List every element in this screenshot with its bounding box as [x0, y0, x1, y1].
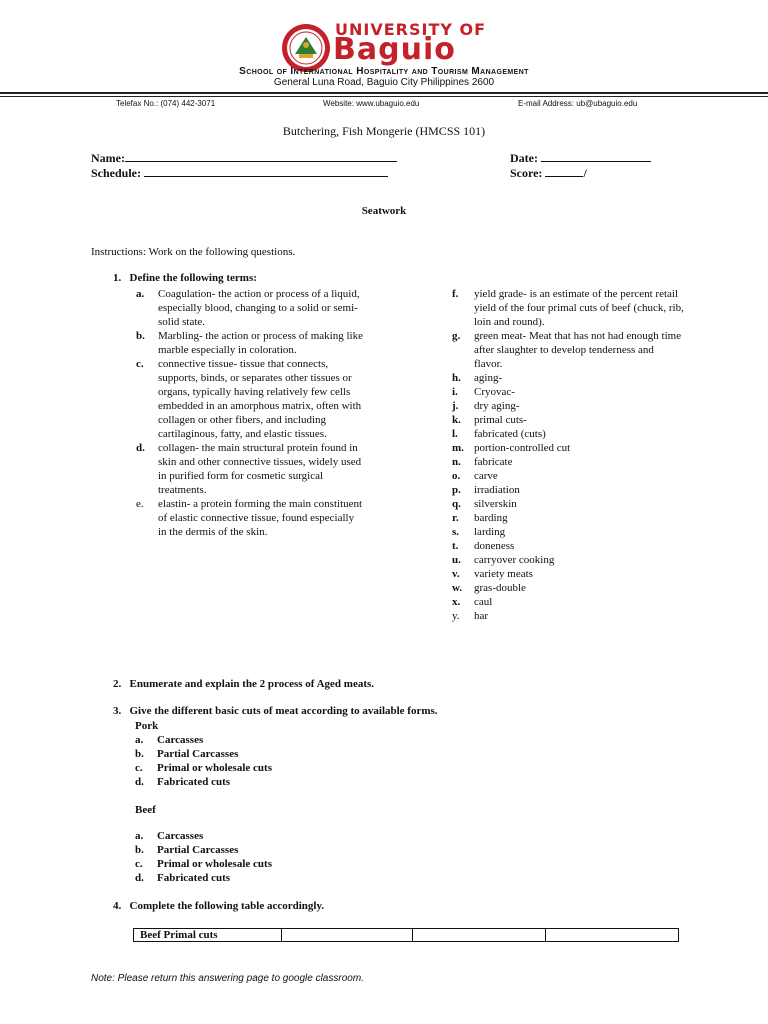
- q1-right-column: [452, 287, 684, 623]
- question-2: [113, 678, 374, 690]
- list-item: [135, 857, 272, 871]
- list-item: [135, 843, 272, 857]
- q1-left-column: [136, 287, 364, 539]
- term-text: barding: [474, 512, 508, 524]
- term-letter: n.: [452, 456, 461, 468]
- footer-note: Note: Please return this answering page to google classroom.: [91, 973, 364, 984]
- list-letter: b.: [135, 844, 144, 856]
- question-1-number: 1.: [113, 272, 122, 284]
- term-item: [452, 455, 684, 469]
- score-blank[interactable]: [545, 166, 583, 177]
- website: Website: www.ubaguio.edu: [323, 99, 420, 108]
- term-item: [452, 595, 684, 609]
- question-2-title: Enumerate and explain the 2 process of Aged meats.: [129, 678, 375, 690]
- term-text: carve: [474, 470, 498, 482]
- term-letter: l.: [452, 428, 458, 440]
- term-letter: k.: [452, 414, 461, 426]
- instructions: Instructions: Work on the following questions.: [91, 246, 296, 258]
- telefax: Telefax No.: (074) 442-3071: [116, 99, 216, 108]
- list-letter: c.: [135, 858, 143, 870]
- list-item: [135, 775, 272, 789]
- list-letter: b.: [135, 748, 144, 760]
- question-3: [113, 705, 438, 717]
- term-item: [452, 483, 684, 497]
- question-1-title: Define the following terms:: [129, 272, 257, 284]
- term-item: [452, 385, 684, 399]
- term-item: [452, 329, 684, 371]
- term-text: collagen- the main structural protein found in skin and other connective tissues, widely used in purified form for cosmetic surgical treatments.: [158, 442, 362, 496]
- name-field: [91, 151, 397, 166]
- term-item: [452, 287, 684, 329]
- list-item: [135, 761, 272, 775]
- question-4-number: 4.: [113, 900, 122, 912]
- table-cell[interactable]: [413, 929, 546, 942]
- term-letter: b.: [136, 330, 145, 342]
- term-item: [136, 441, 364, 497]
- table-cell[interactable]: [546, 929, 679, 942]
- list-letter: c.: [135, 762, 143, 774]
- term-letter: t.: [452, 540, 459, 552]
- term-text: har: [474, 610, 489, 622]
- term-item: [452, 469, 684, 483]
- term-letter: o.: [452, 470, 461, 482]
- term-letter: r.: [452, 512, 459, 524]
- list-text: Partial Carcasses: [157, 844, 239, 856]
- list-text: Fabricated cuts: [157, 872, 231, 884]
- schedule-blank[interactable]: [144, 166, 388, 177]
- term-letter: f.: [452, 288, 459, 300]
- term-item: [136, 329, 364, 357]
- beef-label: Beef: [135, 804, 156, 816]
- course-title: Butchering, Fish Mongerie (HMCSS 101): [282, 124, 486, 138]
- score-suffix: /: [583, 166, 587, 180]
- question-4-title: Complete the following table accordingly.: [129, 900, 325, 912]
- list-letter: a.: [135, 830, 144, 842]
- pork-list: [135, 719, 272, 789]
- term-letter: p.: [452, 484, 461, 496]
- list-item: [135, 871, 272, 885]
- school-name: School of International Hospitality and Tourism Management: [239, 66, 529, 77]
- term-item: [136, 357, 364, 441]
- term-item: [452, 567, 684, 581]
- list-item: [135, 747, 272, 761]
- list-text: Primal or wholesale cuts: [157, 762, 272, 774]
- term-item: [452, 511, 684, 525]
- term-letter: y.: [452, 610, 460, 622]
- question-2-number: 2.: [113, 678, 122, 690]
- term-item: [452, 441, 684, 455]
- term-letter: g.: [452, 330, 461, 342]
- score-label: Score:: [510, 166, 543, 180]
- pork-label: Pork: [135, 720, 159, 732]
- term-text: aging-: [474, 372, 503, 384]
- beef-list: [135, 829, 272, 885]
- term-text: fabricate: [474, 456, 513, 468]
- term-text: gras-double: [474, 582, 526, 594]
- term-letter: w.: [452, 582, 463, 594]
- term-text: dry aging-: [474, 400, 520, 412]
- term-letter: d.: [136, 442, 145, 454]
- table-header-cell: Beef Primal cuts: [134, 929, 282, 942]
- school-address: General Luna Road, Baguio City Philippines 2600: [273, 77, 495, 88]
- score-field: [510, 166, 587, 181]
- term-item: [452, 427, 684, 441]
- table-row: [134, 929, 679, 942]
- list-text: Primal or wholesale cuts: [157, 858, 272, 870]
- term-text: elastin- a protein forming the main constituent of elastic connective tissue, found especially in the dermis of the skin.: [158, 498, 363, 538]
- term-text: primal cuts-: [474, 414, 527, 426]
- term-item: [136, 287, 364, 329]
- term-letter: q.: [452, 498, 461, 510]
- term-letter: v.: [452, 568, 460, 580]
- term-item: [452, 497, 684, 511]
- header-rule: [0, 92, 768, 94]
- name-blank[interactable]: [125, 151, 397, 162]
- term-letter: e.: [136, 498, 144, 510]
- term-text: irradiation: [474, 484, 520, 496]
- term-text: doneness: [474, 540, 515, 552]
- term-text: yield grade- is an estimate of the percent retail yield of the four primal cuts of beef (chuck, rib, loin and round).: [474, 288, 684, 328]
- term-text: Coagulation- the action or process of a liquid, especially blood, changing to a solid or semi-solid state.: [158, 288, 360, 328]
- question-4: [113, 900, 324, 912]
- term-text: carryover cooking: [474, 554, 555, 566]
- logo-baguio: Baguio: [333, 32, 456, 67]
- term-item: [452, 525, 684, 539]
- term-text: Marbling- the action or process of making like marble especially in coloration.: [158, 330, 363, 356]
- term-letter: j.: [452, 400, 459, 412]
- beef-primal-cuts-table: [133, 928, 679, 942]
- term-item: [452, 539, 684, 553]
- term-item: [452, 553, 684, 567]
- term-item: [452, 371, 684, 385]
- term-letter: h.: [452, 372, 461, 384]
- term-text: caul: [474, 596, 493, 608]
- list-text: Carcasses: [157, 830, 204, 842]
- logo-university-of: UNIVERSITY OF: [335, 20, 487, 39]
- term-text: silverskin: [474, 498, 517, 510]
- date-field: [510, 151, 651, 166]
- term-text: Cryovac-: [474, 386, 515, 398]
- term-letter: m.: [452, 442, 464, 454]
- term-item: [452, 609, 684, 623]
- email: E-mail Address: ub@ubaguio.edu: [518, 99, 638, 108]
- term-text: green meat- Meat that has not had enough time after slaughter to develop tenderness and flavor.: [474, 330, 682, 370]
- term-letter: x.: [452, 596, 461, 608]
- seatwork-heading: Seatwork: [361, 205, 407, 217]
- term-item: [452, 581, 684, 595]
- schedule-field: [91, 166, 388, 181]
- term-letter: u.: [452, 554, 461, 566]
- term-letter: c.: [136, 358, 144, 370]
- header-rule-thin: [0, 96, 768, 97]
- list-letter: d.: [135, 776, 144, 788]
- list-text: Partial Carcasses: [157, 748, 239, 760]
- list-item: [135, 733, 272, 747]
- list-letter: d.: [135, 872, 144, 884]
- date-blank[interactable]: [541, 151, 651, 162]
- question-1: [113, 272, 257, 284]
- list-text: Carcasses: [157, 734, 204, 746]
- term-item: [452, 399, 684, 413]
- term-text: connective tissue- tissue that connects, supports, binds, or separates other tissues or organs, typically having relatively few cells embedded in an amorphous matrix, often with collagen or other fibers, and including cartilaginous, fatty, and elastic tissues.: [158, 358, 362, 440]
- term-item: [452, 413, 684, 427]
- list-text: Fabricated cuts: [157, 776, 231, 788]
- term-text: portion-controlled cut: [474, 442, 571, 454]
- list-letter: a.: [135, 734, 144, 746]
- schedule-label: Schedule:: [91, 166, 142, 180]
- term-letter: a.: [136, 288, 145, 300]
- term-text: variety meats: [474, 568, 533, 580]
- term-letter: s.: [452, 526, 460, 538]
- table-cell[interactable]: [282, 929, 413, 942]
- list-item: [135, 829, 272, 843]
- date-label: Date:: [510, 151, 538, 165]
- term-text: larding: [474, 526, 506, 538]
- question-3-number: 3.: [113, 705, 122, 717]
- name-label: Name:: [91, 151, 125, 165]
- term-letter: i.: [452, 386, 458, 398]
- question-3-title: Give the different basic cuts of meat according to available forms.: [129, 705, 438, 717]
- term-item: [136, 497, 364, 539]
- term-text: fabricated (cuts): [474, 428, 546, 440]
